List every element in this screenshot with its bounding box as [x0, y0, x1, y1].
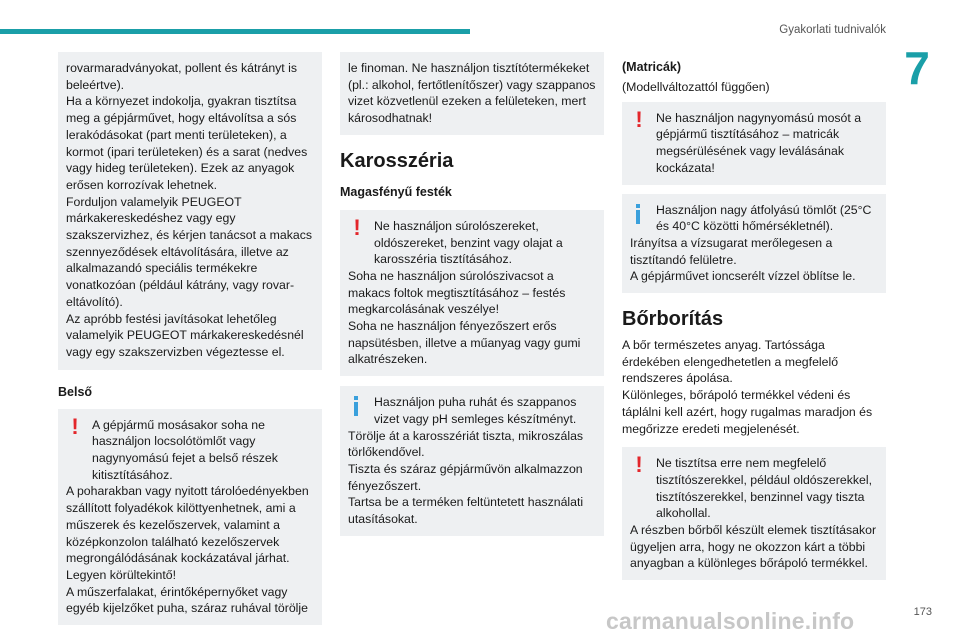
- subsection-heading: (Matricák): [622, 60, 682, 74]
- section-heading: Belső: [58, 384, 93, 399]
- paragraph: Forduljon valamelyik PEUGEOT márkakereskedéshez vagy egy szakszervizhez, és kérjen tanácsot a makacs szennyeződések eltávolítására, illetve az alkalmazandó speciális termékekre vonatkozóan (például kátrány, vagy rovar-eltávolító).: [66, 194, 313, 309]
- header-title: Gyakorlati tudnivalók: [779, 24, 886, 36]
- warning-icon: !: [635, 106, 643, 132]
- warning-icon: !: [635, 452, 643, 478]
- column-1: [58, 52, 322, 625]
- paragraph: A poharakban vagy nyitott tárolóedényekben szállított folyadékok kilöttyenhetnek, ami a műszerek és kezelőszervek, valamint a középkonzolon található kezelőszervek megrongálódásának kockázatával járhat.: [66, 484, 309, 566]
- warning-box: [58, 409, 322, 625]
- warning-lead: ! Ne használjon nagynyomású mosót a gépjármű tisztításához – matricák megsérülésének vagy leválásának kockázata!: [630, 110, 879, 177]
- section-title: Karosszéria: [340, 149, 454, 172]
- paragraph: A bőr természetes anyag. Tartóssága érdekében elengedhetetlen a megfelelő rendszeres ápolása.: [622, 338, 839, 386]
- column-3: [622, 60, 886, 580]
- paragraph: Tartsa be a terméken feltüntetett használati utasításokat.: [348, 495, 584, 527]
- watermark: carmanualsonline.info: [606, 608, 855, 634]
- paragraph: A részben bőrből készült elemek tisztításakor ügyeljen arra, hogy ne okozzon kárt a többi anyagban a különleges bőrápoló termékkel.: [630, 523, 877, 571]
- warning-box: [622, 102, 886, 185]
- info-box: [340, 386, 604, 536]
- paragraph: le finoman. Ne használjon tisztítótermékeket (pl.: alkohol, fertőtlenítőszer) vagy szappanos vizet közvetlenül ezeken a felületeken, mert károsodhatnak!: [348, 61, 596, 126]
- paragraph: Ha a környezet indokolja, gyakran tisztítsa meg a gépjárművet, hogy eltávolítsa a sós lerakódásokat (part menti területeken), a kormot (ipari területeken) és a sarat (nedves vagy hideg területeken). Ezek az anyagok erősen korrozívak lehetnek.: [66, 94, 308, 192]
- notice-box: [58, 52, 322, 370]
- paragraph: Különleges, bőrápoló termékkel védeni és táplálni kell azért, hogy rugalmas maradjon és megőrizze eredeti megjelenését.: [622, 388, 873, 436]
- paragraph: Legyen körültekintő!: [66, 567, 177, 582]
- paragraph: Törölje át a karosszériát tiszta, mikroszálas törlőkendővel.: [348, 428, 584, 460]
- warning-icon: !: [353, 214, 361, 240]
- warning-box: [340, 210, 604, 376]
- info-box: [622, 194, 886, 294]
- info-lead: Használjon puha ruhát és szappanos vizet vagy pH semleges készítményt.: [348, 394, 597, 427]
- chapter-number: 7: [904, 42, 930, 94]
- warning-lead: ! Ne tisztítsa erre nem megfelelő tisztítószerekkel, például oldószerekkel, tisztítószerekkel, benzinnel vagy tiszta alkohollal.: [630, 455, 879, 522]
- column-2: [340, 52, 604, 536]
- paragraph: A gépjárművet ioncserélt vízzel öblítse le.: [630, 269, 856, 284]
- paragraph: A műszerfalakat, érintőképernyőket vagy egyéb kijelzőket puha, száraz ruhával törölje: [66, 584, 308, 616]
- info-icon: [354, 396, 358, 416]
- section-title: Bőrborítás: [622, 308, 724, 331]
- paragraph: Az apróbb festési javításokat lehetőleg valamelyik PEUGEOT márkakereskedésnél vagy egy szakszervizben végeztesse el.: [66, 311, 304, 359]
- info-lead: Használjon nagy átfolyású tömlőt (25°C és 40°C közötti hőmérsékletnél).: [630, 202, 879, 235]
- warning-box: [622, 447, 886, 580]
- paragraph: Irányítsa a vízsugarat merőlegesen a tisztítandó felületre.: [630, 235, 833, 267]
- info-icon: [636, 204, 640, 224]
- page-number: 173: [913, 606, 932, 618]
- warning-lead: ! A gépjármű mosásakor soha ne használjon locsolótömlőt vagy nagynyomású fejet a belső részek kitisztításához.: [66, 417, 315, 484]
- header-accent-bar: [0, 29, 470, 34]
- subsection-heading: Magasfényű festék: [340, 184, 452, 199]
- warning-lead: ! Ne használjon súrolószereket, oldószereket, benzint vagy olajat a karosszéria tisztításához.: [348, 218, 597, 268]
- paragraph: Soha ne használjon súrolószivacsot a makacs foltok megtisztításához – festés megkarcolásának veszélye!: [348, 268, 566, 317]
- note-text: (Modellváltozattól függően): [622, 80, 770, 94]
- paragraph: rovarmaradványokat, pollent és kátrányt is beleértve).: [66, 61, 298, 92]
- paragraph: Soha ne használjon fényezőszert erős napsütésben, illetve a műanyag vagy gumi alkatrészeken.: [348, 319, 581, 367]
- notice-box: [340, 52, 604, 135]
- paragraph: Tiszta és száraz gépjárművön alkalmazzon fényezőszert.: [348, 461, 583, 493]
- warning-icon: !: [71, 413, 79, 439]
